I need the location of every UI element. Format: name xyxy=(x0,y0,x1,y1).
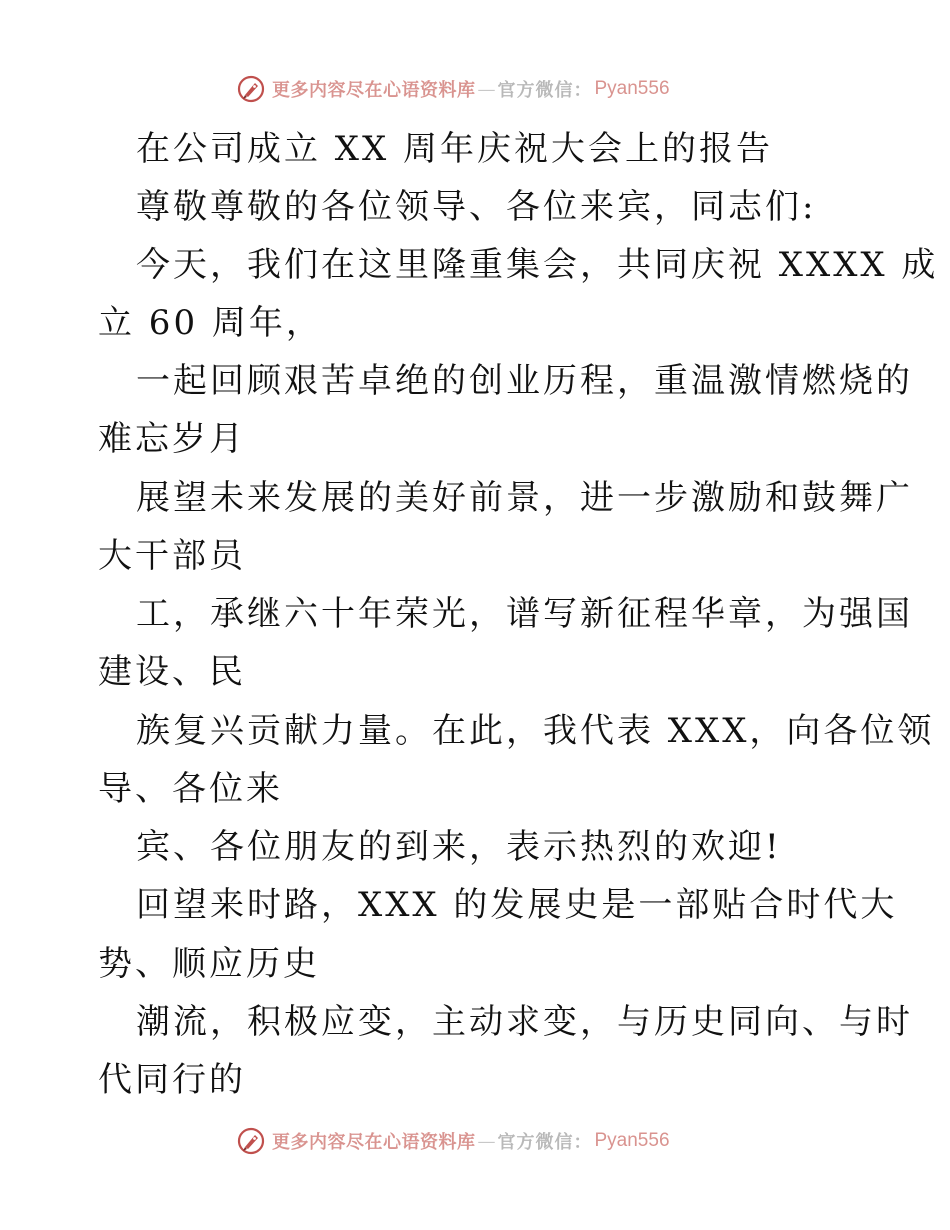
salutation-line: 尊敬尊敬的各位领导、各位来宾，同志们: xyxy=(136,187,817,227)
pen-nib-circle-icon xyxy=(236,74,266,104)
paragraph-line: 导、各位来 xyxy=(98,769,283,809)
document-title: 在公司成立 XX 周年庆祝大会上的报告 xyxy=(136,129,774,169)
paragraph-line: 今天，我们在这里隆重集会，共同庆祝 XXXX 成 xyxy=(136,245,939,285)
paragraph-line: 难忘岁月 xyxy=(98,419,246,459)
paragraph-line: 工，承继六十年荣光，谱写新征程华章，为强国 xyxy=(136,594,913,634)
paragraph-line: 立 60 周年， xyxy=(98,303,323,343)
watermark-official-label: 官方微信： xyxy=(497,80,593,101)
paragraph-line: 宾、各位朋友的到来，表示热烈的欢迎! xyxy=(136,827,782,867)
paragraph-line: 建设、民 xyxy=(98,652,246,692)
paragraph-line: 潮流，积极应变，主动求变，与历史同向、与时 xyxy=(136,1002,913,1042)
paragraph-line: 势、顺应历史 xyxy=(98,944,320,984)
paragraph-line: 代同行的 xyxy=(98,1060,246,1100)
watermark-brand-text: 更多内容尽在心语资料库 xyxy=(272,1132,476,1153)
paragraph-line: 大干部员 xyxy=(98,536,246,576)
paragraph-line: 一起回顾艰苦卓绝的创业历程，重温激情燃烧的 xyxy=(136,361,913,401)
paragraph-line: 回望来时路，XXX 的发展史是一部贴合时代大 xyxy=(136,885,898,925)
header-watermark xyxy=(236,72,670,106)
watermark-separator: — xyxy=(477,78,496,100)
footer-watermark xyxy=(236,1124,670,1158)
pen-nib-circle-icon xyxy=(236,1126,266,1156)
watermark-brand-text: 更多内容尽在心语资料库 xyxy=(272,80,476,101)
paragraph-line: 族复兴贡献力量。在此，我代表 XXX，向各位领 xyxy=(136,711,935,751)
watermark-account-id: Pyan556 xyxy=(594,1130,670,1151)
watermark-account-id: Pyan556 xyxy=(594,78,670,99)
paragraph-line: 展望未来发展的美好前景，进一步激励和鼓舞广 xyxy=(136,478,913,518)
watermark-separator: — xyxy=(477,1130,496,1152)
watermark-official-label: 官方微信： xyxy=(497,1132,593,1153)
